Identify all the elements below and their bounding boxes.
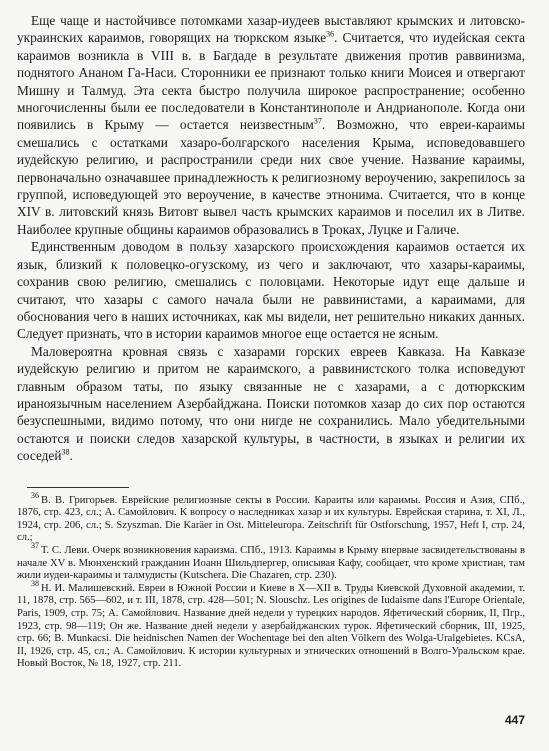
page-number: 447 xyxy=(504,713,525,727)
paragraph-1 xyxy=(17,12,525,238)
paragraph-3 xyxy=(17,343,525,465)
paragraph-text: Единственным доводом в пользу хазарского происхождения караимов остается их язык, близкий к половецко-огузскому, из чего и заключают, что хазары-караимы, сохранив свою религию, смешались с половцами. Некоторые идут еще дальше и считают, что хазары с самого начала были не раввинистами, а караимами, для обоснования чего в наших источниках, как мы видели, нет решительно никаких данных. Следует признать, что в истории караимов многое еще остается не ясным. xyxy=(17,239,525,342)
footnote-ref: 36 xyxy=(326,29,335,39)
paragraph-text: . Возможно, что евреи-караимы смешались с остатками хазаро-болгарского населения Крыма, исповедовавшего иудейскую религию, и распространили среди них свое учение. Название караимы, первоначально означавшее принадлежность к религиозному вероучению, закрепилось за группой, исповедующей это вероучение, в качестве этнонима. Считается, что в конце XIV в. литовский князь Витовт вывел часть крымских караимов и поселил их в Литве. Наиболее крупные общины караимов образовались в Троках, Луцке и Галиче. xyxy=(17,117,525,237)
paragraph-text: Еще чаще и настойчивсе потомками хазар-иудеев выставляют крымских и литовско-украинских караимов, говорящих на тюркском языке xyxy=(17,13,525,46)
footnote-text: Т. С. Леви. Очерк возникновения караизма. СПб., 1913. Караимы в Крыму впервые засвидетельствованы в начале XV в. Мюнхенский гражданин Иоанн Шильдпергер, описывая Кафу, сообщает, что кроме христиан, там жили иудеи-караимы и талмудисты (Kutschera. Die Chazaren, стр. 230). xyxy=(17,544,525,582)
footnote-text: Н. И. Малишевский. Евреи в Южной России и Киеве в X—XII в. Труды Киевской Духовной академии, т. 11, 1878, стр. 565—602, и т. III, 1878, стр. 428—501; N. Slouschz. Les origines de Iudaisme dans l'Europe Orientale, Paris, 1909, стр. 75; А. Самойлович. Название дней недели у турецких народов. Яфетический сборник, II, Пгр., 1923, стр. 98—119; Он же. Название дней недели у азербайджанских турок. Яфетический сборник, III, 1925, стр. 66; B. Munkacsi. Die heidnischen Namen der Wochentage bei den alten Völkern des Wolga-Uralgebietes. KCsA, II, 1926, стр. 45, сл.; А. Самойлович. К истории культурных и этнических отношений в Волго-Уральском крае. Новый Восток, № 18, 1927, стр. 211. xyxy=(17,582,525,670)
footnote-number: 37 xyxy=(31,541,39,551)
footnote-36 xyxy=(17,491,525,545)
paragraph-text: . Считается, что иудейская секта караимов возникла в VIII в. в Багдаде в результате движения против раввинизма, поднятого Ананом Га-Наси. Сторонники ее признают только книги Моисея и отвергают Мишну и Талмуд. Эта секта быстро получила широкое распространение; особенно многочисленны были ее последователи в Константинополе и Андрианополе. Когда они появились в Крыму — остается неизвестным xyxy=(17,30,525,133)
footnote-text: В. В. Григорьев. Еврейские религиозные секты в России. Караиты или караимы. Россия и Азия, СПб., 1876, стр. 423, сл.; А. Самойлович. К вопросу о наследниках хазар и их культуры. Еврейская старина, т. XI, Л., 1924, стр. 206, сл.; S. Szyszman. Die Karäer in Ost. Mitteleuropa. Zeitschrift für Ostforschung, 1957, Heft I, стр. 24, сл.; xyxy=(17,494,525,544)
footnote-divider xyxy=(27,487,129,488)
main-text xyxy=(17,12,525,465)
footnote-number: 38 xyxy=(31,579,39,589)
footnotes xyxy=(17,491,525,671)
paragraph-text: . xyxy=(69,448,73,464)
paragraph-2 xyxy=(17,238,525,342)
paragraph-text: Маловероятна кровная связь с хазарами горских евреев Кавказа. На Кавказе иудейскую религию и притом не караимского, а раввинистского толка исповедуют главным образом таты, по языку связанные не с хазарами, а с дотюркским ираноязычным населением Азербайджана. Поиски потомков хазар до сих пор остаются безуспешными, видимо потому, что они нигде не сохранились. Мало убедительными остаются и поиски следов хазарской культуры, в частности, в языках и религии их соседей xyxy=(17,343,525,464)
footnote-38 xyxy=(17,579,525,671)
footnote-ref: 38 xyxy=(61,447,70,457)
footnote-number: 36 xyxy=(31,491,39,501)
footnote-37 xyxy=(17,541,525,583)
footnote-ref: 37 xyxy=(313,117,322,127)
